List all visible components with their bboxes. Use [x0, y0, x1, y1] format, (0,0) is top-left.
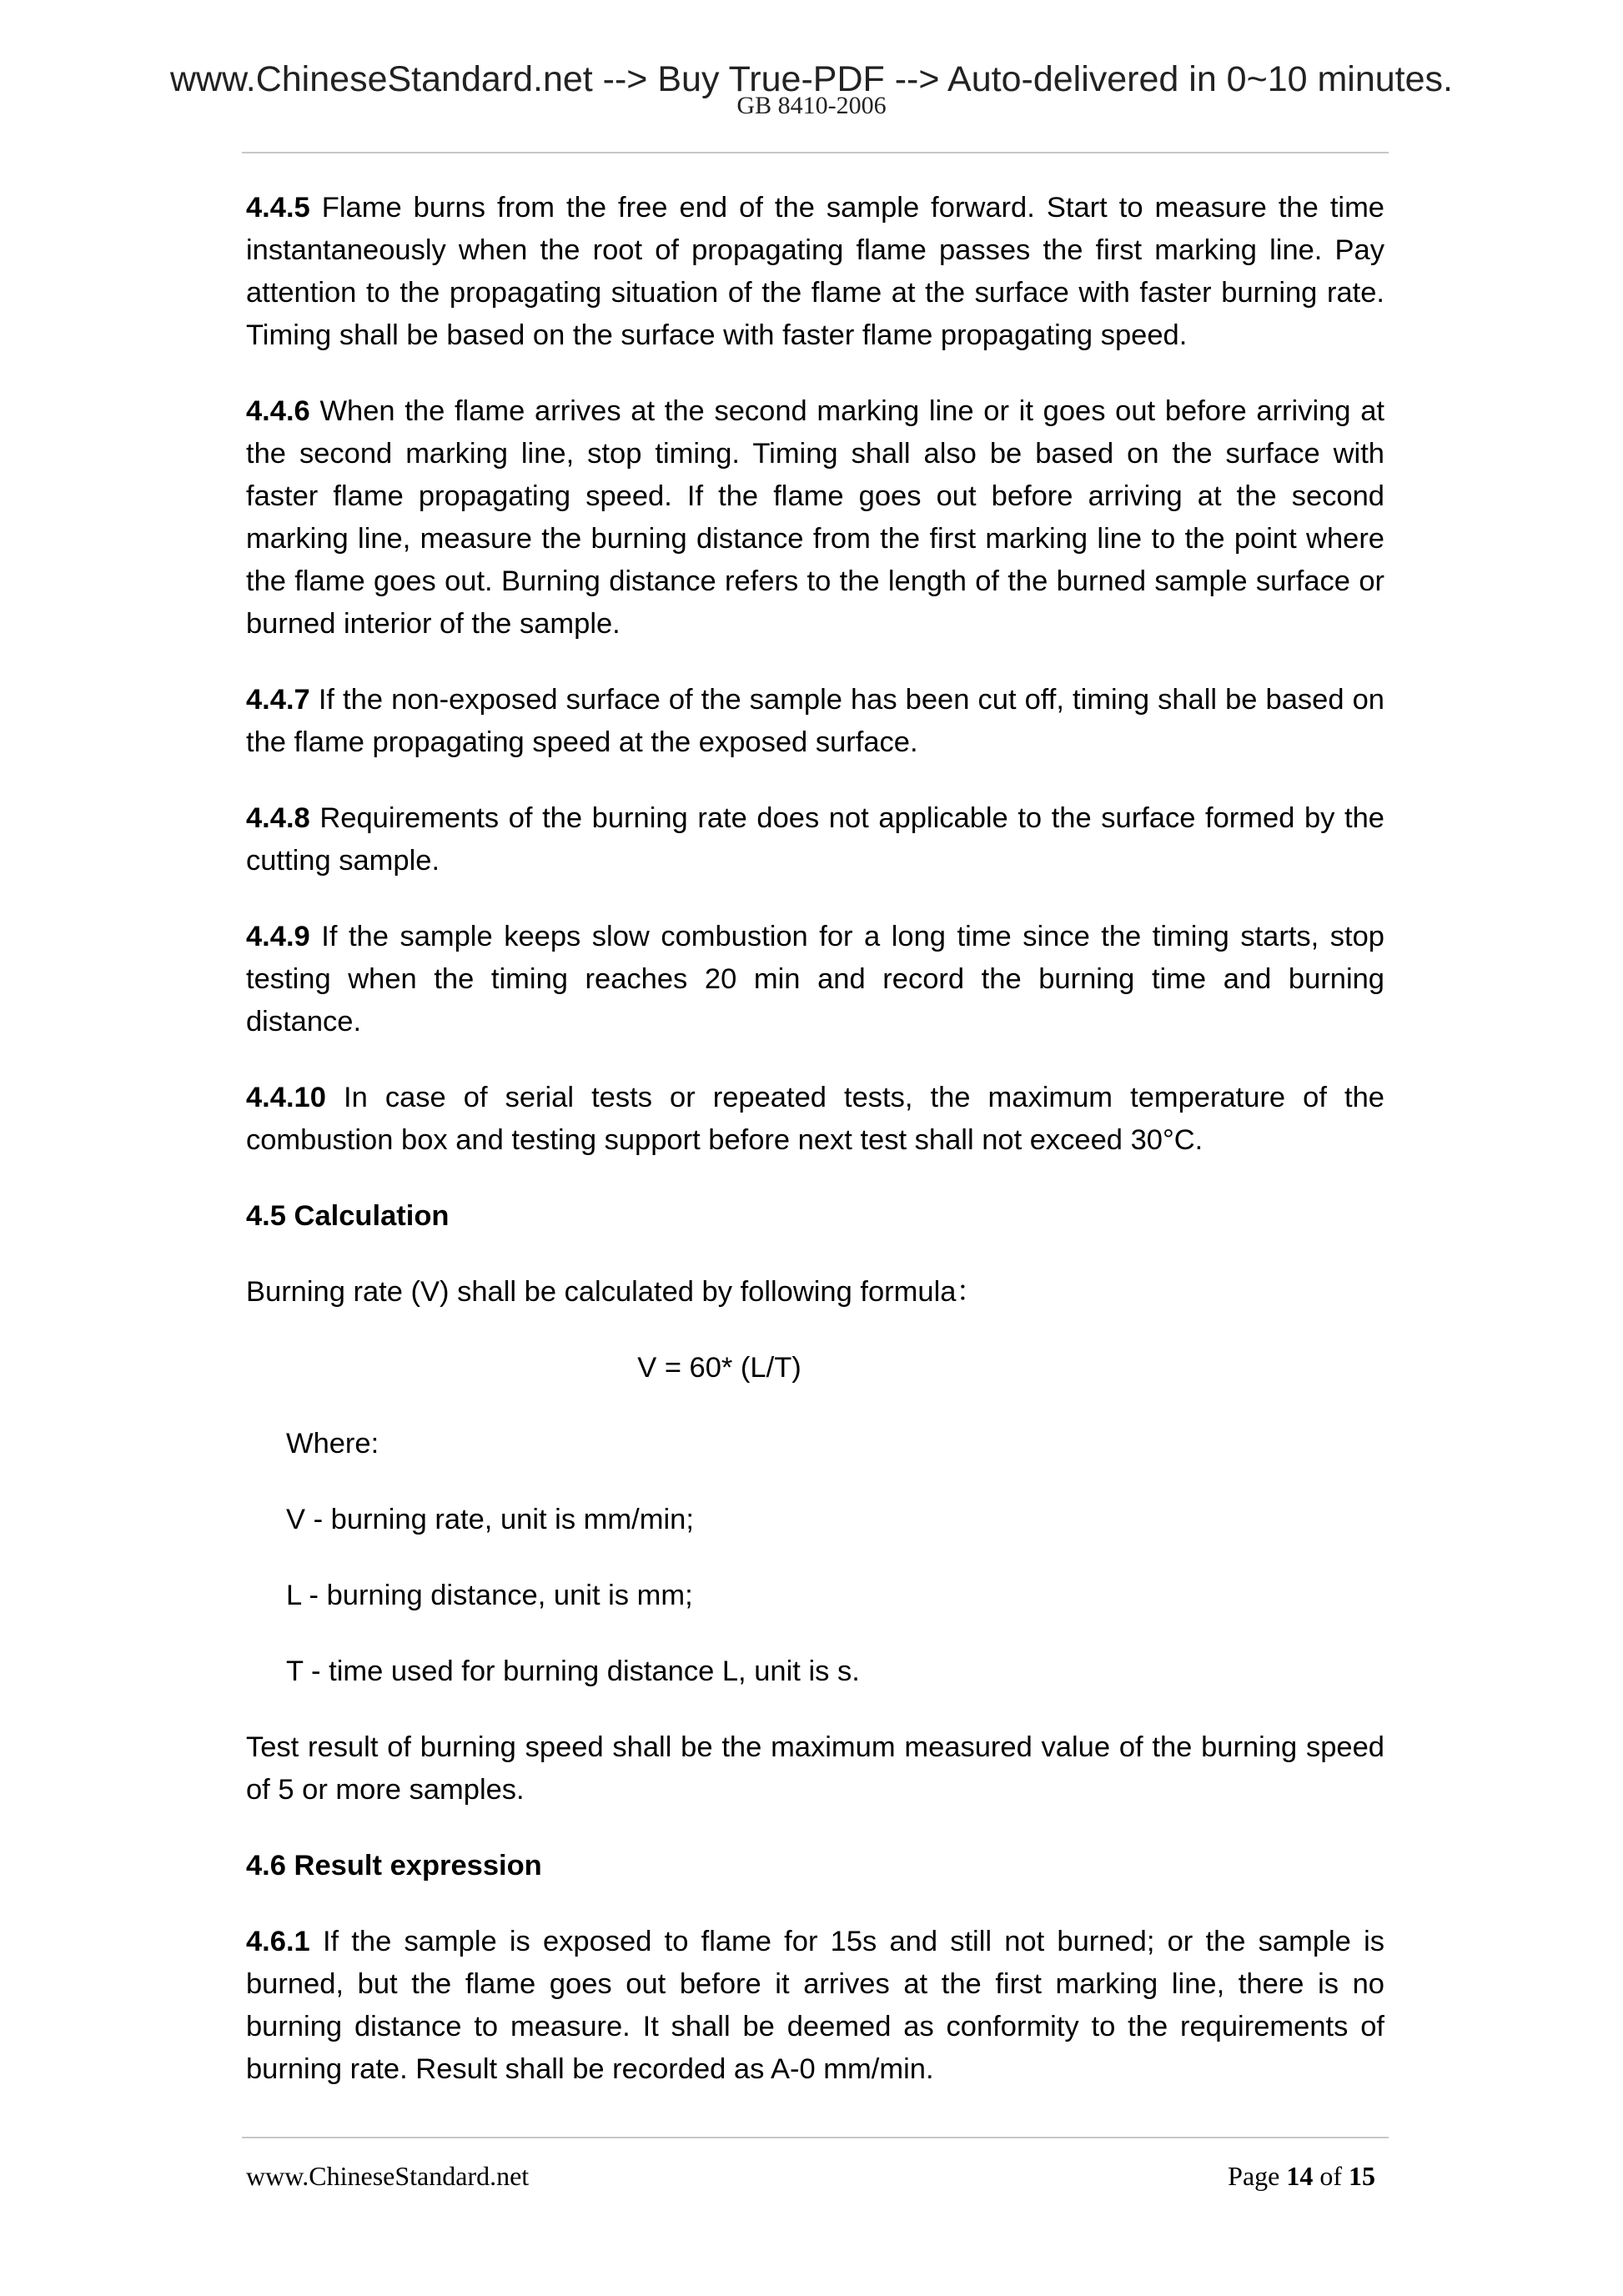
- where-label: Where:: [286, 1428, 379, 1459]
- page-indicator: [1228, 2163, 1375, 2189]
- footer-site[interactable]: www.ChineseStandard.net: [246, 2161, 530, 2191]
- header-divider: [242, 152, 1389, 153]
- clause-number: 4.6.1: [246, 1926, 310, 1957]
- footer-divider: [242, 2137, 1389, 2138]
- clause-4-4-6: [246, 390, 1384, 646]
- clause-text: Flame burns from the free end of the sample forward. Start to measure the time instantaneously when the root of propagating flame passes the first marking line. Pay attention to the propagating situation of the flame at the surface with faster burning rate. Timing shall be based on the surface with faster flame propagating speed.: [246, 192, 1384, 351]
- clause-number: 4.4.10: [246, 1082, 326, 1113]
- page-total: 15: [1349, 2161, 1375, 2191]
- clause-4-6-1: [246, 1921, 1384, 2091]
- definition-l: L - burning distance, unit is mm;: [286, 1580, 693, 1611]
- definition-t: T - time used for burning distance L, unit is s.: [286, 1655, 860, 1687]
- clause-number: 4.4.7: [246, 684, 310, 716]
- page-current: 14: [1286, 2161, 1314, 2191]
- document-number: GB 8410-2006: [736, 92, 887, 119]
- page-label: Page: [1228, 2161, 1280, 2191]
- clause-number: 4.4.9: [246, 921, 310, 952]
- clause-number: 4.4.5: [246, 192, 310, 224]
- clause-4-4-7: [246, 679, 1384, 764]
- clause-text: If the non-exposed surface of the sample has been cut off, timing shall be based on the flame propagating speed at the exposed surface.: [246, 684, 1384, 758]
- header-banner[interactable]: www.ChineseStandard.net --> Buy True-PDF --> Auto-delivered in 0~10 minutes.: [169, 59, 1453, 99]
- clause-text: In case of serial tests or repeated tests, the maximum temperature of the combustion box and testing support before next test shall not exceed 30°C.: [246, 1082, 1384, 1156]
- clause-number: 4.4.6: [246, 395, 310, 427]
- page-of: of: [1319, 2161, 1342, 2191]
- clause-4-4-9: [246, 916, 1384, 1043]
- clause-number: 4.4.8: [246, 802, 310, 834]
- section-heading-result-expression: 4.6 Result expression: [246, 1850, 542, 1882]
- clause-4-4-10: [246, 1077, 1384, 1162]
- clause-text: When the flame arrives at the second marking line or it goes out before arriving at the second marking line, stop timing. Timing shall also be based on the surface with faster flame propagating speed. If the flame goes out before arriving at the second marking line, measure the burning distance from the first marking line to the point where the flame goes out. Burning distance refers to the length of the burned sample surface or burned interior of the sample.: [246, 395, 1384, 640]
- section-heading-calculation: 4.5 Calculation: [246, 1200, 450, 1232]
- clause-4-4-5: [246, 187, 1384, 357]
- clause-text: If the sample is exposed to flame for 15s and still not burned; or the sample is burned, but the flame goes out before it arrives at the first marking line, there is no burning distance to measure. It shall be deemed as conformity to the requirements of burning rate. Result shall be recorded as A-0 mm/min.: [246, 1926, 1384, 2085]
- calculation-result-note: Test result of burning speed shall be the maximum measured value of the burning speed of 5 or more samples.: [246, 1731, 1384, 1806]
- definition-v: V - burning rate, unit is mm/min;: [286, 1504, 694, 1535]
- clause-text: Requirements of the burning rate does not applicable to the surface formed by the cutting sample.: [246, 802, 1384, 877]
- clause-text: If the sample keeps slow combustion for a long time since the timing starts, stop testing when the timing reaches 20 min and record the burning time and burning distance.: [246, 921, 1384, 1037]
- page-body: [246, 187, 1384, 2124]
- formula: V = 60* (L/T): [637, 1352, 801, 1384]
- clause-4-4-8: [246, 797, 1384, 882]
- calculation-intro: Burning rate (V) shall be calculated by following formula：: [246, 1276, 985, 1308]
